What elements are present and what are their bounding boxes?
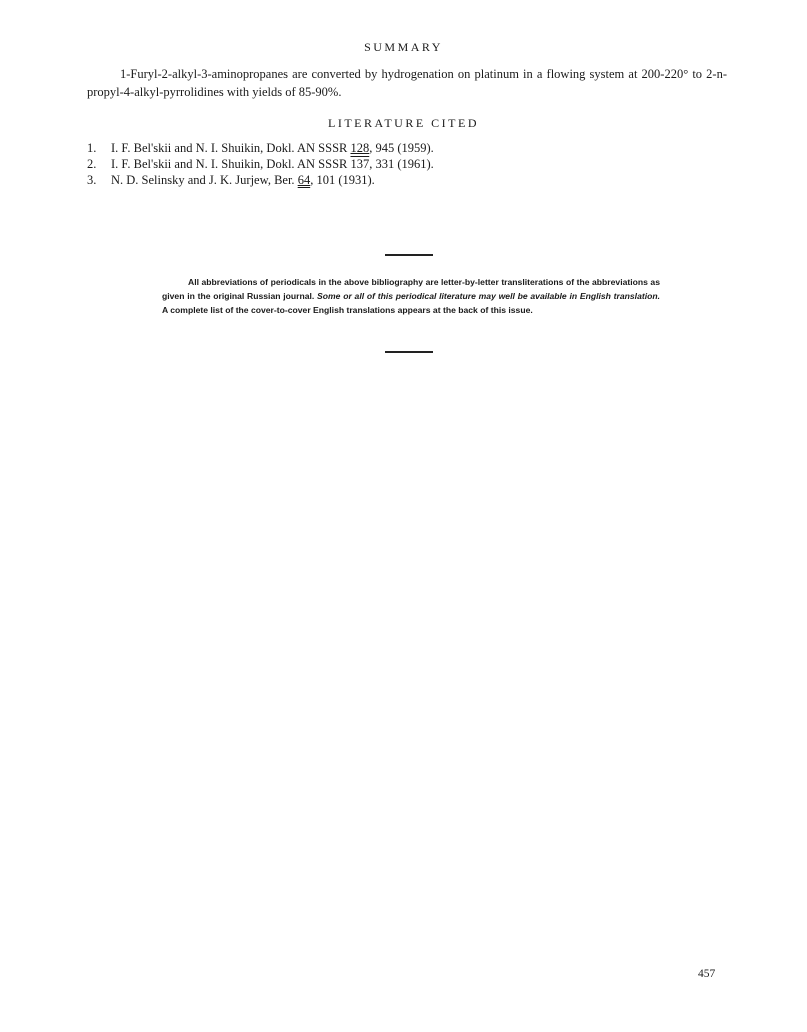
page-number: 457 [698, 968, 716, 980]
divider-rule [385, 351, 433, 353]
summary-paragraph: 1-Furyl-2-alkyl-3-aminopropanes are converted by hydrogenation on platinum in a flowing system at 200-220° to 2-n-propyl-4-alkyl-pyrrolidines with yields of 85-90%. [87, 67, 727, 99]
reference-text [111, 156, 434, 172]
reference-citation: I. F. Bel'skii and N. I. Shuikin, Dokl. AN SSSR [111, 157, 351, 171]
reference-text [111, 140, 434, 156]
summary-heading: SUMMARY [364, 40, 443, 54]
reference-number: 1. [87, 141, 97, 155]
reference-citation: I. F. Bel'skii and N. I. Shuikin, Dokl. AN SSSR [111, 141, 351, 155]
divider-rule [385, 254, 433, 256]
reference-pages-year: , 945 (1959). [369, 141, 434, 155]
reference-number: 2. [87, 157, 97, 171]
reference-list [87, 140, 687, 188]
reference-item [87, 140, 687, 156]
reference-volume: 137 [350, 157, 370, 171]
literature-cited-heading: LITERATURE CITED [328, 116, 479, 130]
reference-volume: 128 [350, 141, 370, 155]
translation-note-italic: Some or all of this periodical literature may well be available in English translation. [317, 291, 660, 301]
reference-citation: N. D. Selinsky and J. K. Jurjew, Ber. [111, 173, 298, 187]
translation-note-text: All abbreviations of periodicals in the above bibliography are letter-by-letter transliterations of the abbreviations as given in the original Russian journal. [162, 277, 660, 301]
reference-text [111, 172, 375, 188]
reference-number: 3. [87, 173, 97, 187]
reference-item [87, 156, 687, 172]
reference-volume: 64 [297, 173, 311, 187]
translation-note [162, 275, 660, 317]
translation-note-text: A complete list of the cover-to-cover English translations appears at the back of this issue. [162, 305, 533, 315]
reference-pages-year: , 331 (1961). [369, 157, 434, 171]
reference-item [87, 172, 687, 188]
reference-pages-year: , 101 (1931). [310, 173, 375, 187]
